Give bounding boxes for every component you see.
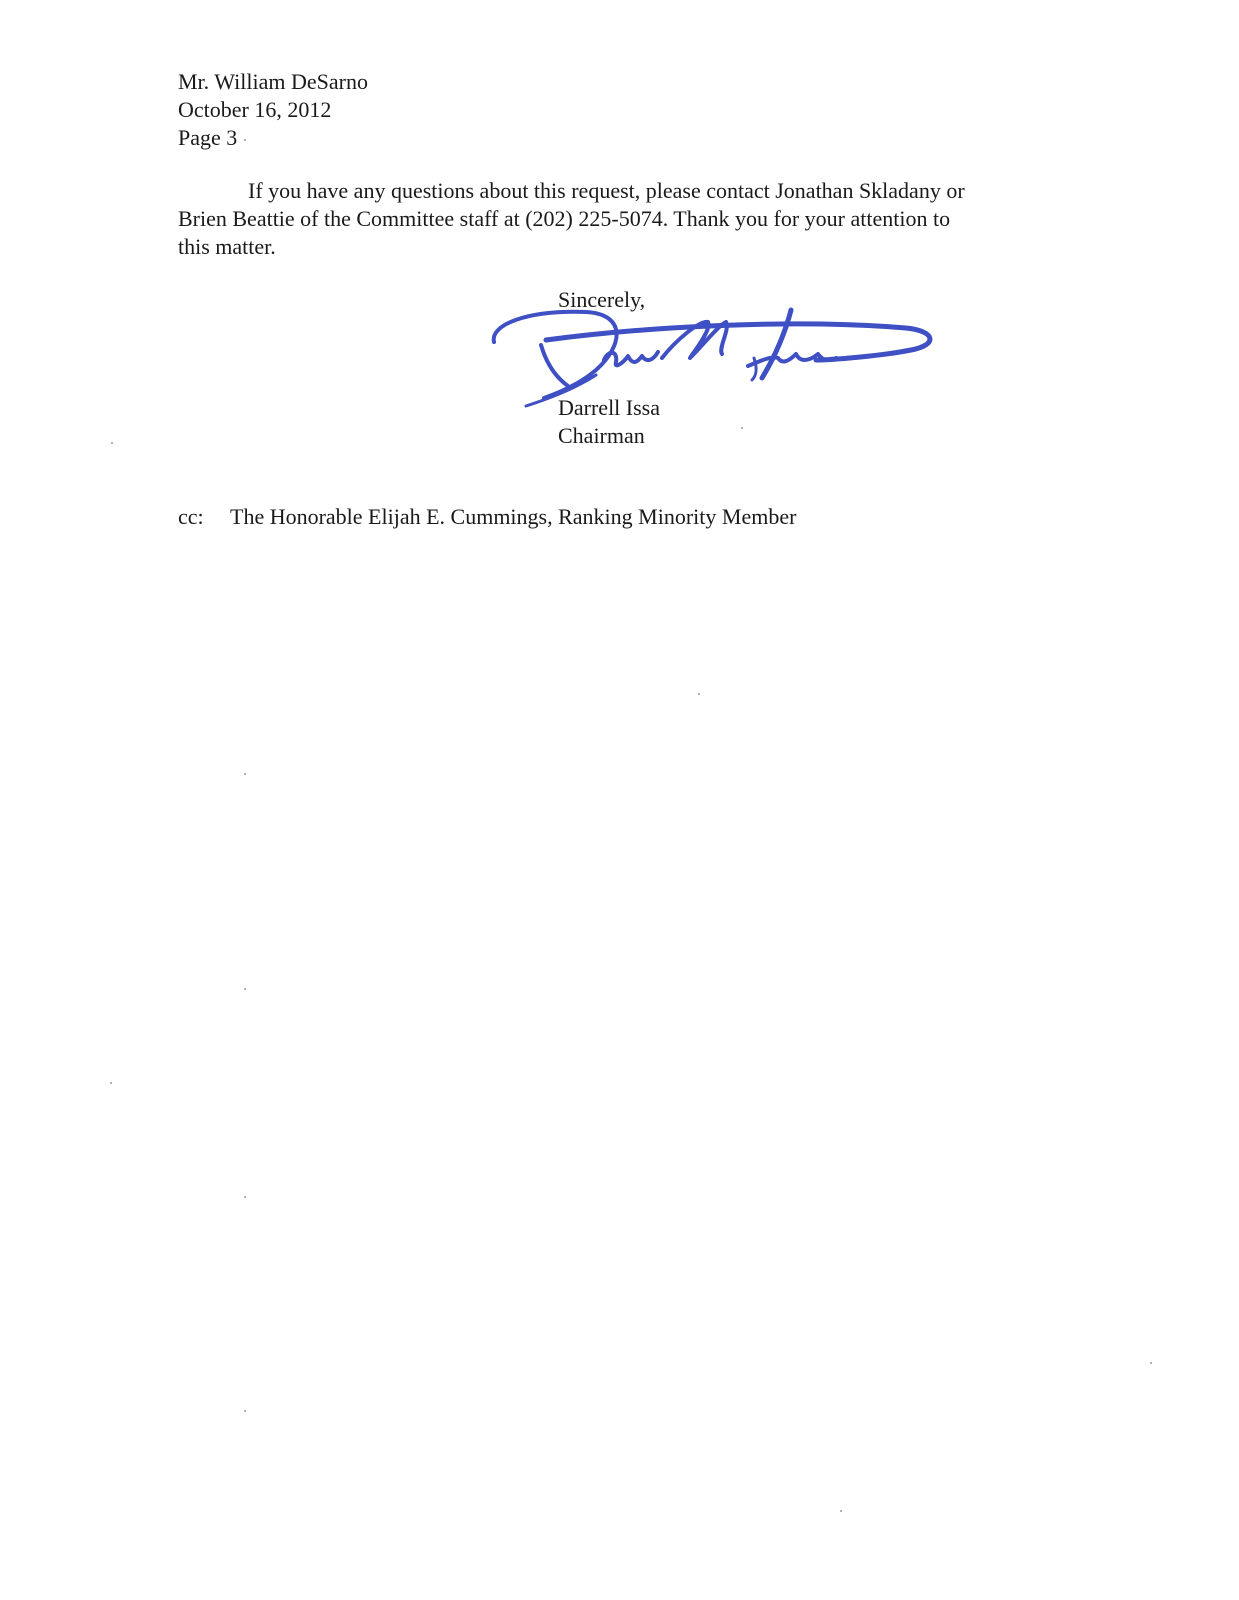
cc-label: cc: <box>178 504 204 529</box>
body-line: If you have any questions about this request, please contact Jonathan Skladany or <box>248 178 965 203</box>
signer-block <box>558 394 660 450</box>
scan-speck <box>698 693 700 695</box>
signer-name: Darrell Issa <box>558 395 661 420</box>
scan-speck <box>244 773 246 775</box>
cc-line <box>178 503 796 531</box>
letter-header <box>178 68 368 152</box>
scan-speck <box>840 1510 842 1512</box>
recipient-name: Mr. William DeSarno <box>178 69 368 94</box>
scan-speck <box>1150 1362 1152 1364</box>
scan-speck <box>244 139 246 141</box>
page-number: Page 3 <box>178 125 238 150</box>
scan-speck <box>741 427 743 429</box>
cc-recipient: The Honorable Elijah E. Cummings, Ranking Minority Member <box>230 504 797 529</box>
scan-speck <box>244 1196 246 1198</box>
body-paragraph <box>178 177 1048 261</box>
scan-speck <box>244 1410 246 1412</box>
closing-salutation: Sincerely, <box>558 287 646 312</box>
body-line: this matter. <box>178 234 276 259</box>
scan-speck <box>244 988 246 990</box>
signer-title: Chairman <box>558 423 645 448</box>
scan-speck <box>111 442 113 444</box>
scan-speck <box>110 1082 112 1084</box>
body-line: Brien Beattie of the Committee staff at (202) 225-5074. Thank you for your attention to <box>178 206 951 231</box>
letter-date: October 16, 2012 <box>178 97 332 122</box>
handwritten-signature-icon <box>486 300 946 415</box>
